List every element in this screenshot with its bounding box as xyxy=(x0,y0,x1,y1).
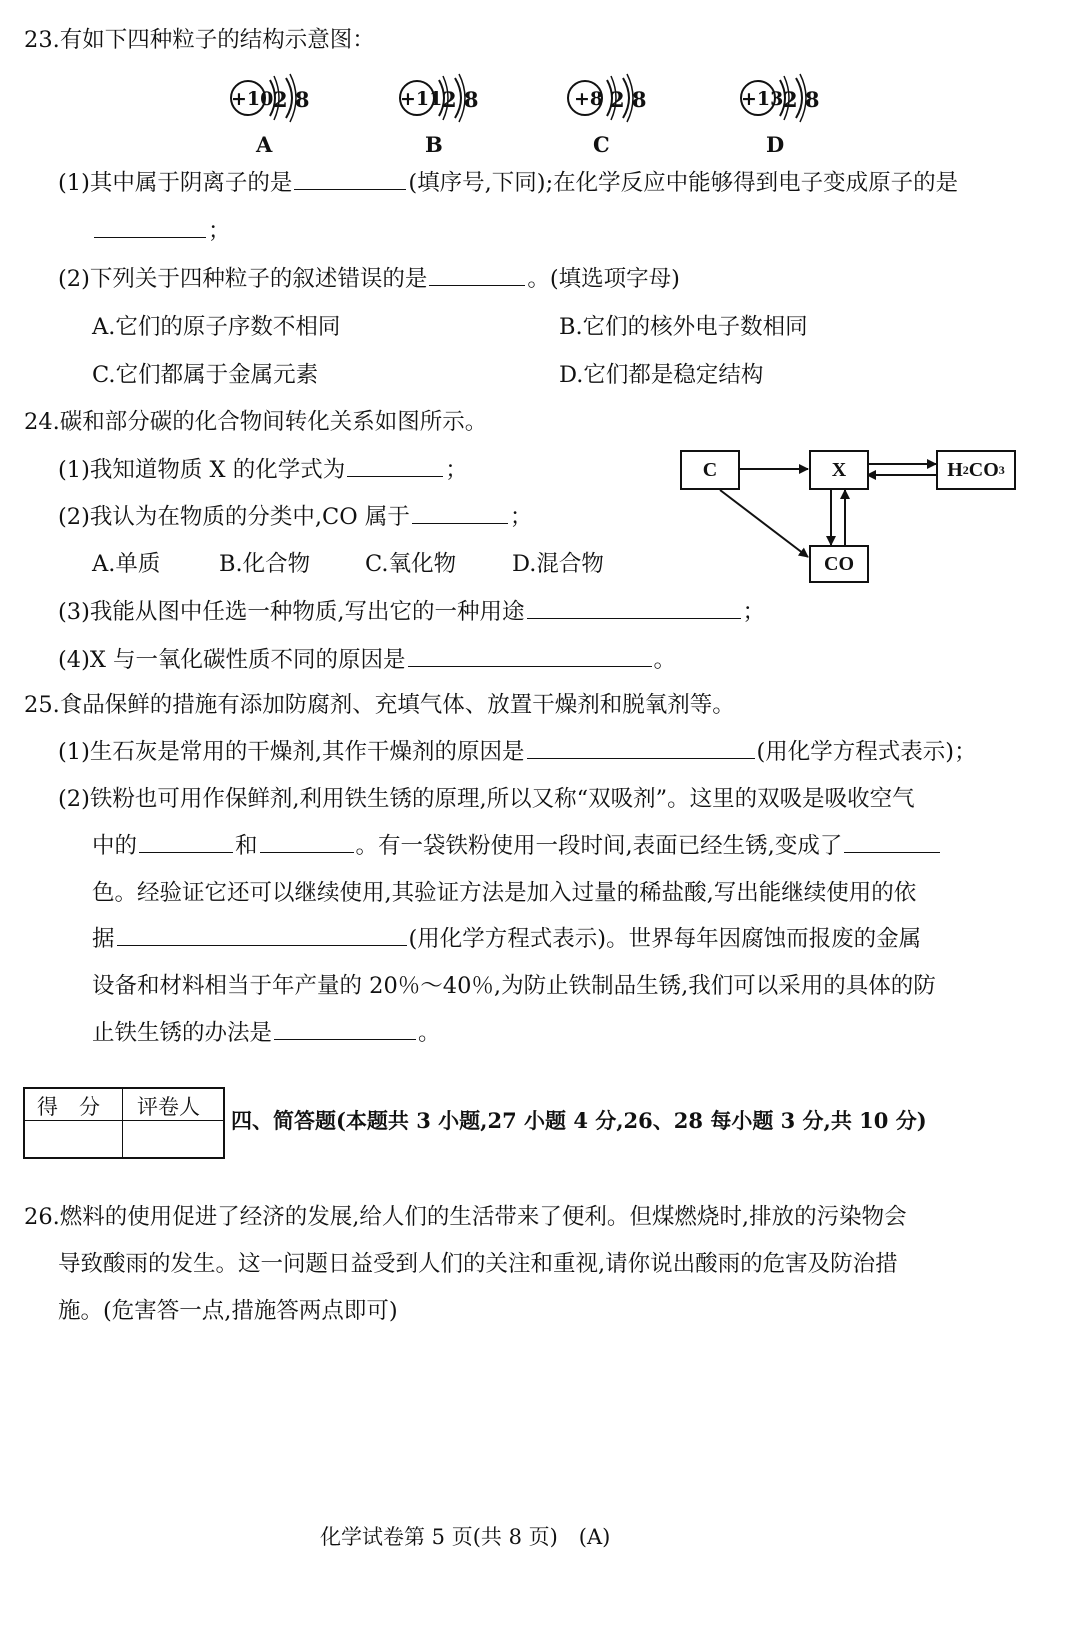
q25-answer-blank-2[interactable] xyxy=(139,830,233,853)
q24-part3-end: ； xyxy=(742,599,766,625)
q25-answer-blank-6[interactable] xyxy=(274,1017,416,1040)
atom-diagram-c xyxy=(565,68,665,168)
atom-b-nucleus: +11 xyxy=(400,88,443,110)
q23-part2 xyxy=(58,261,680,293)
q24-title: 24.碳和部分碳的化合物间转化关系如图所示。 xyxy=(24,409,488,435)
q24-part2-text: (2)我认为在物质的分类中,CO 属于 xyxy=(58,504,410,530)
q24-option-c: C.氧化物 xyxy=(365,551,457,577)
q25-answer-blank-3[interactable] xyxy=(260,830,354,853)
q24-part1 xyxy=(58,452,468,484)
q25-title: 25.食品保鲜的措施有添加防腐剂、充填气体、放置干燥剂和脱氧剂等。 xyxy=(24,692,735,718)
atom-d-shells: 2 8 xyxy=(783,87,820,112)
q25-part1-end: (用化学方程式表示)； xyxy=(756,739,977,765)
atom-c-letter: C xyxy=(593,132,610,157)
atom-d-letter: D xyxy=(766,132,785,157)
q24-part1-text: (1)我知道物质 X 的化学式为 xyxy=(58,457,346,483)
atom-b-shells: 2 8 xyxy=(442,87,479,112)
q24-part3-text: (3)我能从图中任选一种物质,写出它的一种用途 xyxy=(58,599,525,625)
atom-b-letter: B xyxy=(425,132,443,157)
atom-a-shells: 2 8 xyxy=(273,87,310,112)
q23-option-d: D.它们都是稳定结构 xyxy=(559,362,764,388)
q24-part4 xyxy=(58,642,676,674)
score-table-score-header: 得 分 xyxy=(37,1095,100,1119)
q23-part1-text-a: (1)其中属于阴离子的是 xyxy=(58,170,293,196)
q24-part1-end: ； xyxy=(445,457,468,483)
q24-part3 xyxy=(58,594,765,626)
q24-option-a: A.单质 xyxy=(92,551,161,577)
diagram-node-co: CO xyxy=(809,545,869,583)
q25-part2-line3: 色。经验证它还可以继续使用,其验证方法是加入过量的稀盐酸,写出能继续使用的依 xyxy=(92,880,917,906)
q25-part2-line4: 据 (用化学方程式表示)。世界每年因腐蚀而报废的金属 xyxy=(92,921,921,953)
q25-part2-line2: 中的 和 。有一袋铁粉使用一段时间,表面已经生锈,变成了 xyxy=(92,828,942,860)
q25-answer-blank-4[interactable] xyxy=(844,830,940,853)
q23-option-c: C.它们都属于金属元素 xyxy=(92,362,319,388)
q26-answer-area[interactable] xyxy=(58,1340,1016,1510)
q24-answer-blank-1[interactable] xyxy=(347,454,443,477)
q23-part2-text-b: 。(填选项字母) xyxy=(527,266,680,292)
atom-a-letter: A xyxy=(256,132,273,157)
q23-part1-line1 xyxy=(58,165,958,197)
q24-answer-blank-2[interactable] xyxy=(412,501,508,524)
q24-answer-blank-4[interactable] xyxy=(408,644,652,667)
q23-answer-blank-3[interactable] xyxy=(429,263,525,286)
diagram-node-x: X xyxy=(809,450,869,490)
q23-part1-line2 xyxy=(92,213,231,245)
q23-option-b: B.它们的核外电子数相同 xyxy=(559,314,808,340)
q24-option-b: B.化合物 xyxy=(219,551,311,577)
atom-diagram-a xyxy=(228,68,328,168)
q24-option-d: D.混合物 xyxy=(512,551,604,577)
diagram-node-h2co3: H 2 CO 3 xyxy=(936,450,1016,490)
score-table-grader-header: 评卷人 xyxy=(137,1095,200,1119)
q23-part1-end: ； xyxy=(208,218,231,244)
section-4-title: 四、简答题(本题共 3 小题,27 小题 4 分,26、28 每小题 3 分,共 10 分) xyxy=(231,1108,927,1133)
q23-part1-text-b: (填序号,下同);在化学反应中能够得到电子变成原子的是 xyxy=(408,170,959,196)
grader-input-cell[interactable] xyxy=(126,1123,219,1153)
q25-part2-line6: 止铁生锈的办法是 。 xyxy=(92,1015,441,1047)
q25-answer-blank-1[interactable] xyxy=(527,736,755,759)
q24-part4-text: (4)X 与一氧化碳性质不同的原因是 xyxy=(58,647,406,673)
atom-c-nucleus: +8 xyxy=(574,88,604,110)
q26-line1: 26.燃料的使用促进了经济的发展,给人们的生活带来了便利。但煤燃烧时,排放的污染物会 xyxy=(24,1204,907,1230)
atom-a-nucleus: +10 xyxy=(231,88,274,110)
diagram-node-c: C xyxy=(680,450,740,490)
q25-part2-line1: (2)铁粉也可用作保鲜剂,利用铁生锈的原理,所以又称“双吸剂”。这里的双吸是吸收空气 xyxy=(58,786,915,812)
q23-option-a: A.它们的原子序数不相同 xyxy=(92,314,341,340)
atom-diagram-d xyxy=(738,68,838,168)
atom-c-shells: 2 8 xyxy=(610,87,647,112)
q23-part2-text-a: (2)下列关于四种粒子的叙述错误的是 xyxy=(58,266,428,292)
q25-answer-blank-5[interactable] xyxy=(117,923,407,946)
atom-d-nucleus: +13 xyxy=(741,88,784,110)
q23-answer-blank-2[interactable] xyxy=(94,215,206,238)
score-input-cell[interactable] xyxy=(27,1123,120,1153)
q23-answer-blank-1[interactable] xyxy=(294,167,406,190)
q23-title: 23.有如下四种粒子的结构示意图： xyxy=(24,27,375,53)
page-footer: 化学试卷第 5 页(共 8 页) (A) xyxy=(320,1525,611,1549)
q25-part1-text: (1)生石灰是常用的干燥剂,其作干燥剂的原因是 xyxy=(58,739,525,765)
q24-part2 xyxy=(58,499,532,531)
score-table xyxy=(23,1087,225,1159)
q26-line2: 导致酸雨的发生。这一问题日益受到人们的关注和重视,请你说出酸雨的危害及防治措 xyxy=(58,1251,898,1277)
q25-part1 xyxy=(58,734,977,766)
atom-diagram-b xyxy=(397,68,497,168)
q25-part2-line5: 设备和材料相当于年产量的 20％～40％,为防止铁制品生锈,我们可以采用的具体的防 xyxy=(92,973,936,999)
q26-line3: 施。(危害答一点,措施答两点即可) xyxy=(58,1298,398,1324)
q24-part4-end: 。 xyxy=(653,647,677,673)
q24-part2-end: ； xyxy=(509,504,533,530)
